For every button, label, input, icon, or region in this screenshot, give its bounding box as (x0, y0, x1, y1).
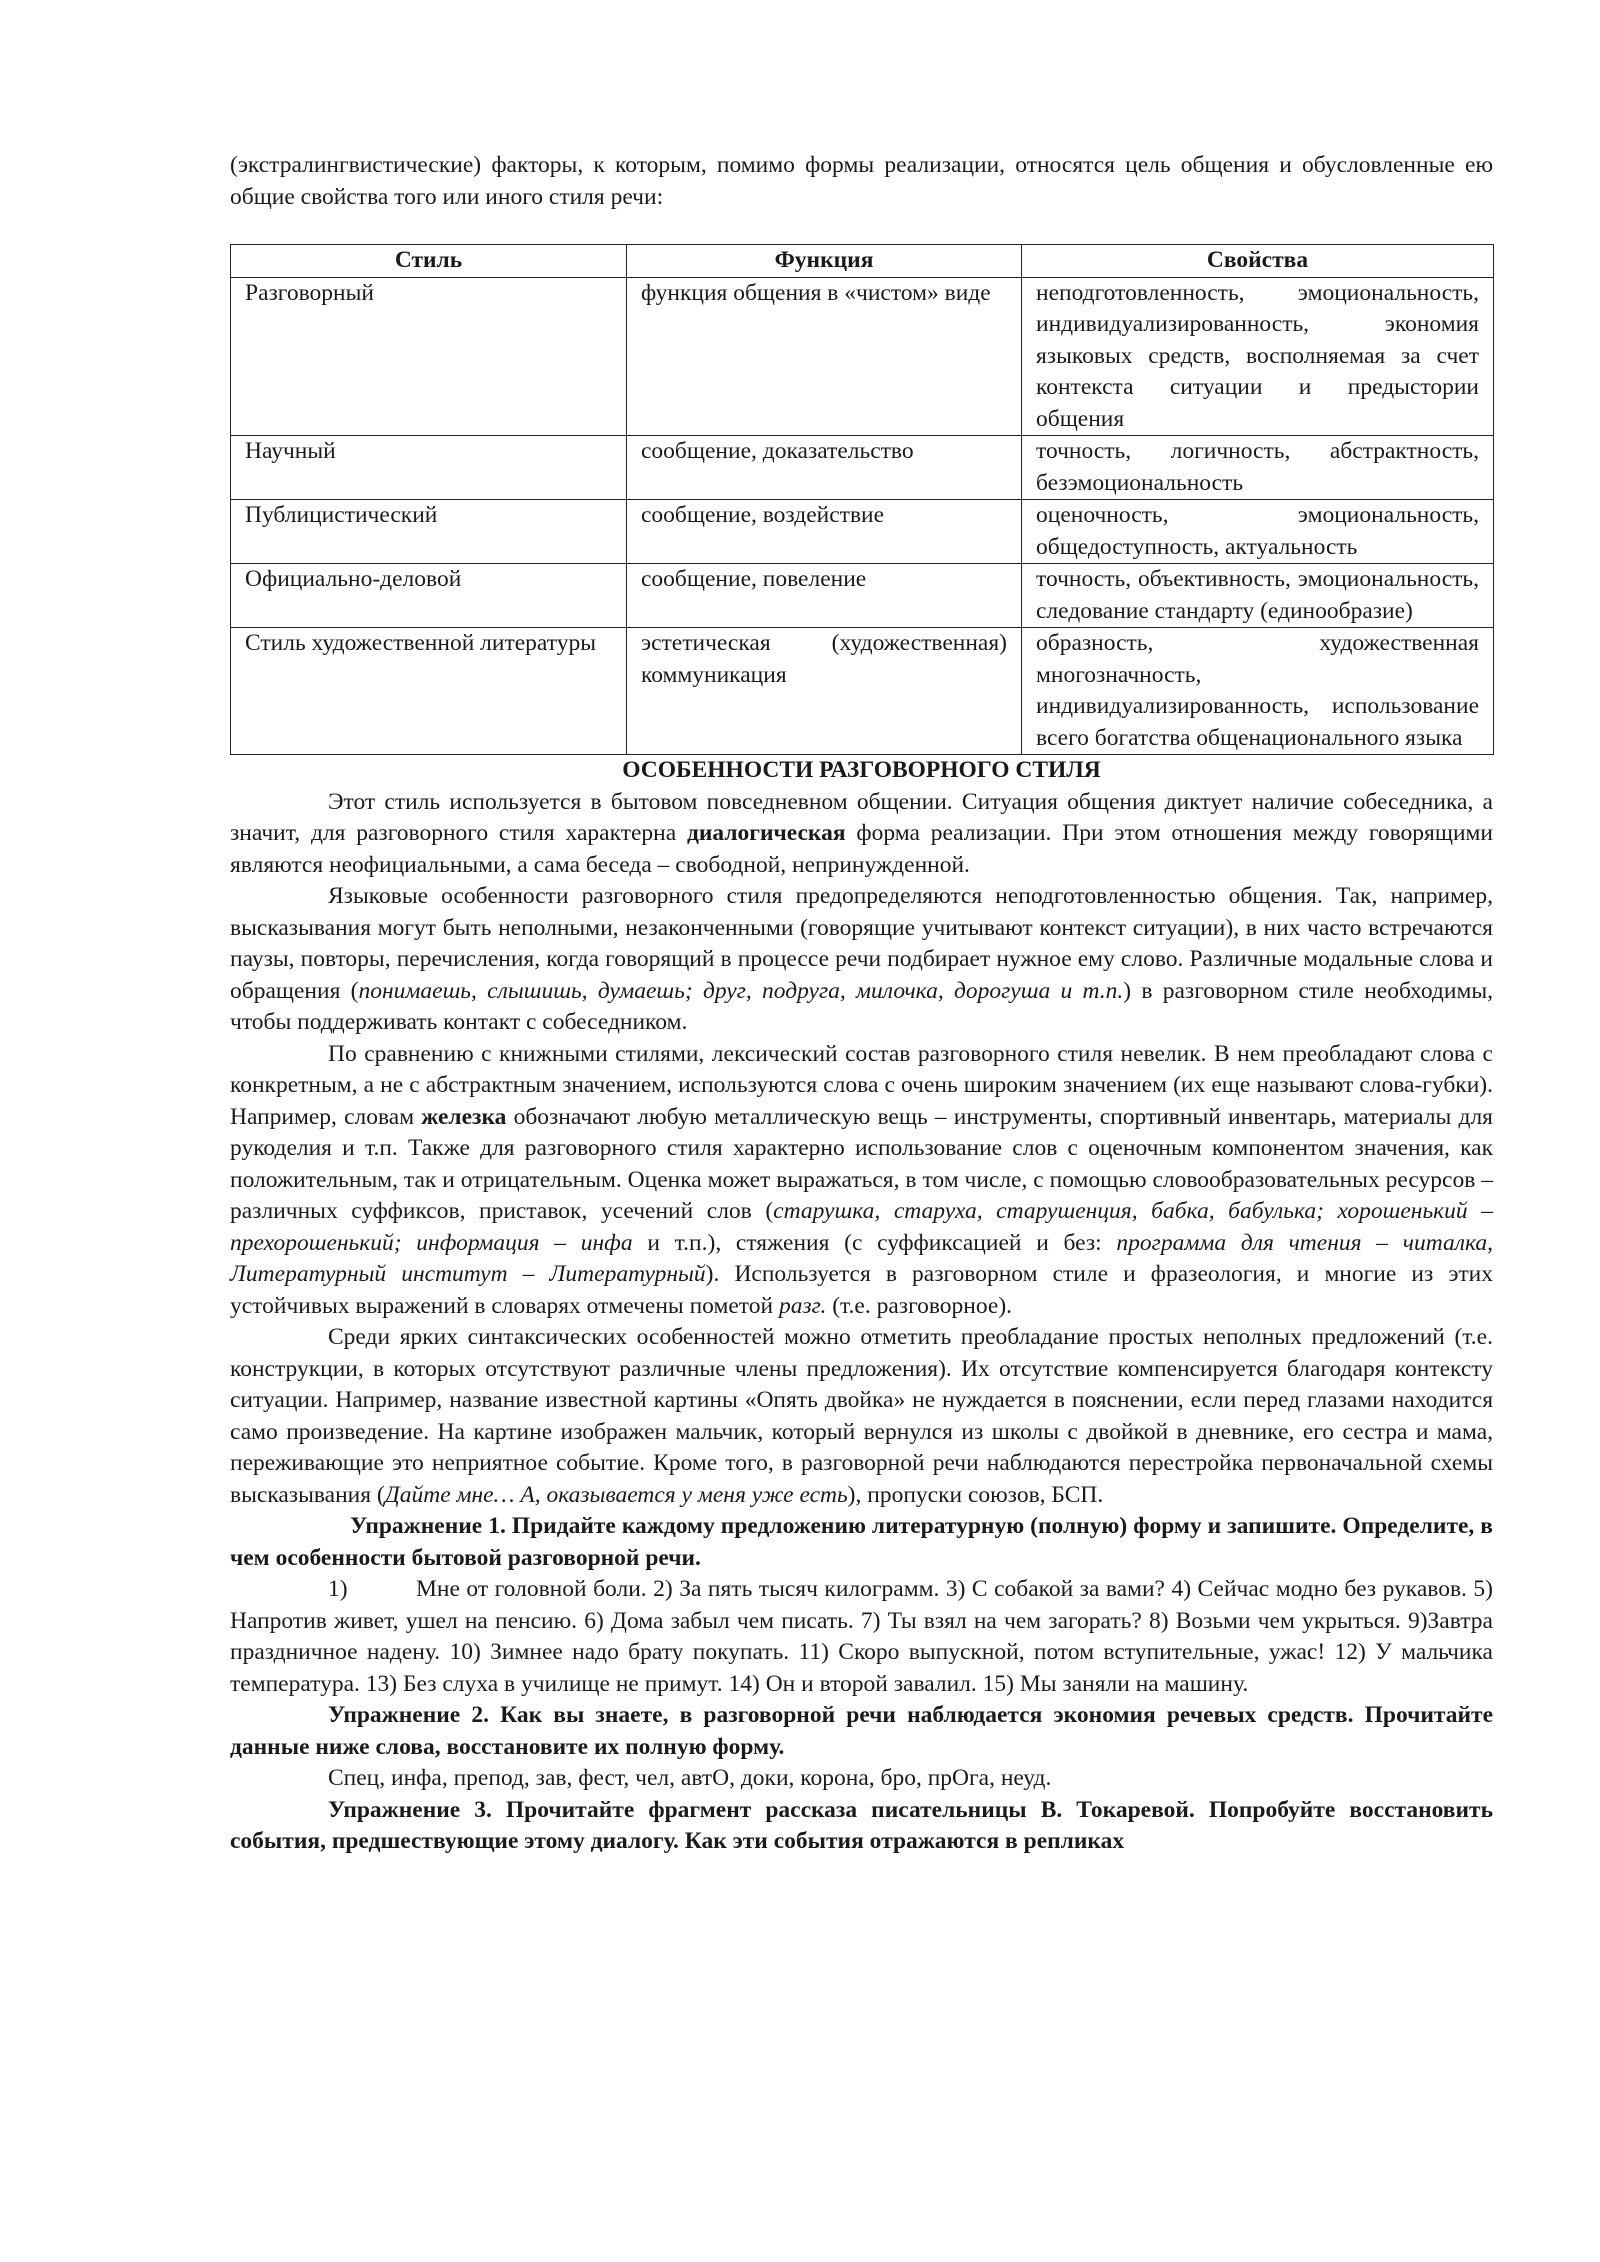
exercise-2-title: Упражнение 2. Как вы знаете, в разговорной речи наблюдается экономия речевых средств. Прочитайте данные ниже слова, восстановите их полную форму. (230, 1702, 1493, 1760)
cell-function: эстетическая (художественная) коммуникация (627, 628, 1022, 755)
table-row (231, 500, 1494, 564)
cell-function: сообщение, доказательство (627, 436, 1022, 500)
cell-function: функция общения в «чистом» виде (627, 277, 1022, 436)
cell-properties: оценочность, эмоциональность, общедоступность, актуальность (1022, 500, 1494, 564)
cell-properties: точность, логичность, абстрактность, безэмоциональность (1022, 436, 1494, 500)
text-run: и т.п.), стяжения (с суффиксацией и без: (632, 1229, 1117, 1256)
intro-paragraph: (экстралингвистические) факторы, к которым, помимо формы реализации, относятся цель общения и обусловленные ею общие свойства того или иного стиля речи: (230, 152, 1493, 210)
paragraph-syntax (230, 1322, 1493, 1511)
table-row (231, 628, 1494, 755)
text-run: ) в разговорном стиле необходимы, чтобы поддерживать контакт с собеседником. (230, 977, 1494, 1035)
table-header-row (231, 245, 1494, 278)
bold-term: диалогическая (686, 820, 846, 846)
column-header-function: Функция (627, 245, 1022, 278)
cell-function: сообщение, воздействие (627, 500, 1022, 564)
exercise-1-title: Упражнение 1. Придайте каждому предложению литературную (полную) форму и запишите. Определите, в чем особенности бытовой разговорной речи. (230, 1513, 1493, 1571)
column-header-properties: Свойства (1022, 245, 1494, 278)
text-run: Языковые особенности разговорного стиля предопределяются неподготовленностью общения. Так, например, высказывания могут быть неполными, незаконченными (говорящие учитывают контекст ситуации), в них часто встречаются паузы, повторы, перечисления, когда говорящий в процессе речи подбирает нужное ему слово. Различные модальные слова и обращения ( (230, 883, 1493, 1004)
italic-examples: программа для чтения – читалка, Литературный институт – Литературный (230, 1229, 1494, 1287)
list-number: 1) (328, 1576, 348, 1602)
bold-term: железка (421, 1103, 507, 1130)
italic-examples: разг. (778, 1292, 827, 1319)
paragraph-language-features (230, 881, 1493, 1039)
cell-style: Стиль художественной литературы (231, 628, 627, 755)
exercise-3-title: Упражнение 3. Прочитайте фрагмент рассказа писательницы В. Токаревой. Попробуйте восстановить события, предшествующие этому диалогу. Как эти события отражаются в репликах (230, 1796, 1493, 1854)
text-run: Мне от головной боли. 2) За пять тысяч килограмм. 3) С собакой за вами? 4) Сейчас модно без рукавов. 5) Напротив живет, ушел на пенсию. 6) Дома забыл чем писать. 7) Ты взял на чем загорать? 8) Возьми чем укрыться. 9)Завтра праздничное надену. 10) Зимнее надо брату покупать. 11) Скоро выпускной, потом вступительные, ужас! 12) У мальчика температура. 13) Без слуха в училище не примут. 14) Он и второй завалил. 15) Мы заняли на машину. (230, 1576, 1493, 1697)
cell-properties: неподготовленность, эмоциональность, индивидуализированность, экономия языковых средств, восполняемая за счет контекста ситуации и предыстории общения (1022, 277, 1494, 436)
text-run: ), пропуски союзов, БСП. (847, 1481, 1104, 1508)
section-heading: ОСОБЕННОСТИ РАЗГОВОРНОГО СТИЛЯ (622, 757, 1101, 783)
paragraph-dialogic (230, 787, 1493, 882)
table-row (231, 277, 1494, 436)
table-row (231, 436, 1494, 500)
column-header-style: Стиль (231, 245, 627, 278)
italic-examples: понимаешь, слышишь, думаешь; друг, подруга, милочка, дорогуша и т.п. (358, 977, 1124, 1004)
cell-properties: образность, художественная многозначность, индивидуализированность, использование всего богатства общенационального языка (1022, 628, 1494, 755)
text-run: Среди ярких синтаксических особенностей можно отметить преобладание простых неполных предложений (т.е. конструкции, в которых отсутствуют различные члены предложения). Их отсутствие компенсируется благодаря контексту ситуации. Например, название известной картины «Опять двойка» не нуждается в пояснении, если перед глазами находится само произведение. На картине изображен мальчик, который вернулся из школы с двойкой в дневнике, его сестра и мама, переживающие это неприятное событие. Кроме того, в разговорной речи наблюдаются перестройка первоначальной схемы высказывания ( (230, 1324, 1493, 1508)
cell-properties: точность, объективность, эмоциональность, следование стандарту (единообразие) (1022, 564, 1494, 628)
exercise-2-words: Спец, инфа, препод, зав, фест, чел, автО, доки, корона, бро, прОга, неуд. (328, 1765, 1052, 1791)
italic-examples: Дайте мне… А, оказывается у меня уже есть (384, 1481, 848, 1508)
text-run: По сравнению с книжными стилями, лексический состав разговорного стиля невелик. В нем преобладают слова с конкретным, а не с абстрактным значением, используются слова с очень широким значением (их еще называют слова-губки). Например, словам (230, 1040, 1493, 1130)
document-page (230, 150, 1493, 1858)
text-run: (т.е. разговорное). (826, 1292, 1013, 1319)
text-run: форма реализации. При этом отношения между говорящими являются неофициальными, а сама беседа – свободной, непринужденной. (230, 820, 1493, 878)
paragraph-lexicon (230, 1039, 1493, 1323)
cell-style: Публицистический (231, 500, 627, 564)
speech-styles-table (230, 244, 1494, 755)
cell-style: Научный (231, 436, 627, 500)
text-run: обозначают любую металлическую вещь – инструменты, спортивный инвентарь, материалы для рукоделия и т.п. Также для разговорного стиля характерно использование слов с оценочным компонентом значения, как положительным, так и отрицательным. Оценка может выражаться, в том числе, с помощью словообразовательных ресурсов – различных суффиксов, приставок, усечений слов ( (230, 1103, 1493, 1224)
italic-examples: старушка, старуха, старушенция, бабка, бабулька; хорошенький – прехорошенький; информация – инфа (230, 1198, 1493, 1256)
cell-function: сообщение, повеление (627, 564, 1022, 628)
table-row (231, 564, 1494, 628)
cell-style: Официально-деловой (231, 564, 627, 628)
text-run: ). Используется в разговорном стиле и фразеология, и многие из этих устойчивых выражений в словарях отмечены пометой (230, 1261, 1493, 1319)
cell-style: Разговорный (231, 277, 627, 436)
exercise-1-sentences (230, 1574, 1493, 1700)
text-run: Этот стиль используется в бытовом повседневном общении. Ситуация общения диктует наличие собеседника, а значит, для разговорного стиля характерна (230, 788, 1493, 846)
